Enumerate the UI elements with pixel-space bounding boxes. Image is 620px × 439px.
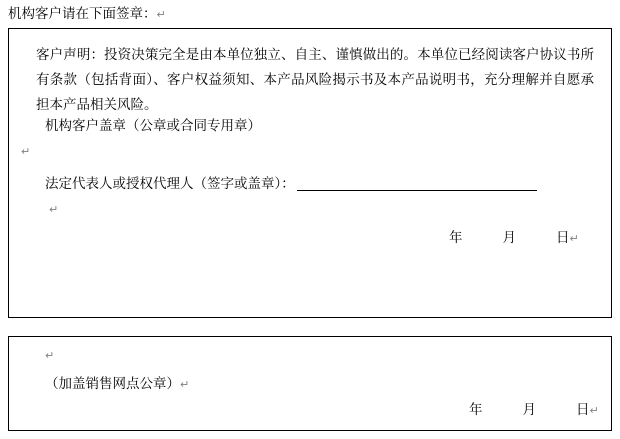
date-day-label: 日 <box>556 230 570 246</box>
client-declaration-box <box>8 28 612 318</box>
paragraph-mark-icon: ↵ <box>589 404 599 417</box>
paragraph-mark-icon: ↵ <box>21 145 31 158</box>
paragraph-mark-icon: ↵ <box>569 232 579 245</box>
page-title-text: 机构客户请在下面签章： <box>8 6 157 22</box>
declaration-text: 客户声明：投资决策完全是由本单位独立、自主、谨慎做出的。本单位已经阅读客户协议书所有条款（包括背面）、客户权益须知、本产品风险揭示书及本产品说明书，充分理解并自愿承担本产品相关风险。 <box>36 47 594 113</box>
sales-outlet-stamp-box <box>8 336 612 431</box>
sales-outlet-stamp-text: （加盖销售网点公章） <box>45 376 180 392</box>
paragraph-mark-icon: ↵ <box>156 8 166 21</box>
date-day-label: 日 <box>576 402 590 418</box>
date-year-label: 年 <box>449 230 463 246</box>
date-month-label: 月 <box>502 230 516 246</box>
client-date-line <box>449 227 579 250</box>
sales-outlet-date-line <box>469 399 599 422</box>
representative-label: 法定代表人或授权代理人（签字或盖章）： <box>45 176 295 192</box>
paragraph-mark-icon: ↵ <box>180 378 190 391</box>
page-title <box>8 5 166 24</box>
date-month-label: 月 <box>522 402 536 418</box>
date-year-label: 年 <box>469 402 483 418</box>
sales-outlet-stamp-label <box>45 373 189 396</box>
signature-rule[interactable] <box>297 190 537 191</box>
representative-signature-line <box>45 173 537 195</box>
paragraph-mark-icon: ↵ <box>49 203 59 216</box>
client-seal-label: 机构客户盖章（公章或合同专用章） <box>45 118 261 134</box>
paragraph-mark-icon: ↵ <box>45 349 55 362</box>
